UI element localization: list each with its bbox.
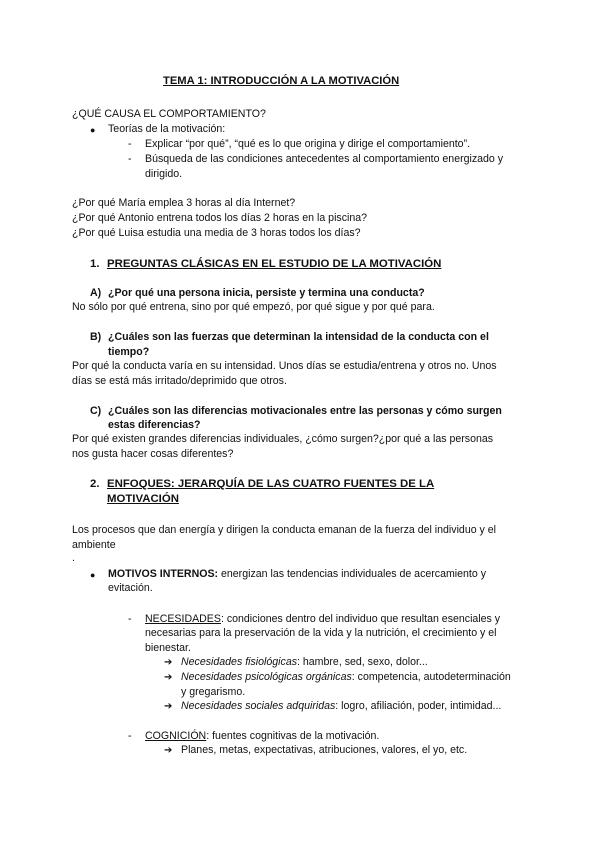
necesidad-item-text: : logro, afiliación, poder, intimidad... <box>335 700 502 712</box>
question-answer-line1: Por qué existen grandes diferencias individuales, ¿cómo surgen?¿por qué a las personas <box>72 433 494 445</box>
cognicion-text: : fuentes cognitivas de la motivación. <box>206 730 380 742</box>
dash-icon: - <box>128 730 132 742</box>
question-letter: C) <box>90 405 102 417</box>
section-heading: PREGUNTAS CLÁSICAS EN EL ESTUDIO DE LA MOTIVACIÓN <box>107 258 442 270</box>
dash-icon: - <box>128 138 132 150</box>
motivos-internos-text: energizan las tendencias individuales de acercamiento y <box>218 568 487 580</box>
page-title: TEMA 1: INTRODUCCIÓN A LA MOTIVACIÓN <box>163 75 400 87</box>
necesidades-text: : condiciones dentro del individuo que resultan esenciales y <box>220 613 501 625</box>
arrow-icon: ➔ <box>164 672 173 683</box>
motivos-internos-line1 <box>108 567 486 582</box>
section-paragraph-dot: . <box>72 552 75 564</box>
intro-bullet-text: Teorías de la motivación: <box>108 123 226 135</box>
necesidades-line3: bienestar. <box>145 642 191 654</box>
section-number: 2. <box>90 478 100 490</box>
section-paragraph-line1: Los procesos que dan energía y dirigen la conducta emanan de la fuerza del individuo y el <box>72 524 497 536</box>
bullet-icon: ● <box>90 125 96 135</box>
section-heading-line1: ENFOQUES: JERARQUÍA DE LAS CUATRO FUENTES DE LA <box>107 478 435 490</box>
necesidad-item <box>181 699 501 714</box>
necesidades-line2: necesarias para la preservación de la vida y la nutrición, el crecimiento y el <box>145 627 497 639</box>
question-heading-line1: ¿Cuáles son las diferencias motivacionales entre las personas y cómo surgen <box>108 405 502 417</box>
example-question: ¿Por qué Antonio entrena todos los días 2 horas en la piscina? <box>72 212 368 224</box>
motivos-internos-label: MOTIVOS INTERNOS: <box>108 568 219 580</box>
question-letter: B) <box>90 331 102 343</box>
cognicion-line <box>145 729 379 744</box>
necesidades-label: NECESIDADES <box>145 613 221 625</box>
bullet-icon: ● <box>90 570 96 580</box>
question-heading-line1: ¿Cuáles son las fuerzas que determinan la intensidad de la conducta con el <box>108 331 489 343</box>
intro-dash1-text: Explicar “por qué”, “qué es lo que origina y dirige el comportamiento”. <box>145 138 471 150</box>
question-heading-line2: tiempo? <box>108 346 150 358</box>
necesidad-item-label: Necesidades fisiológicas <box>181 656 298 668</box>
question-heading: ¿Por qué una persona inicia, persiste y termina una conducta? <box>108 287 425 299</box>
motivos-internos-line2: evitación. <box>108 582 153 594</box>
arrow-icon: ➔ <box>164 745 173 756</box>
dash-icon: - <box>128 613 132 625</box>
section-heading-line2: MOTIVACIÓN <box>107 493 179 505</box>
necesidad-item <box>181 655 428 670</box>
necesidad-item-line2: y gregarismo. <box>181 686 246 698</box>
necesidad-item-label: Necesidades sociales adquiridas <box>181 700 336 712</box>
section-number: 1. <box>90 258 100 270</box>
example-question: ¿Por qué María emplea 3 horas al día Internet? <box>72 197 296 209</box>
section-paragraph-line2: ambiente <box>72 539 116 551</box>
example-question: ¿Por qué Luisa estudia una media de 3 horas todos los días? <box>72 227 361 239</box>
question-heading-line2: estas diferencias? <box>108 419 201 431</box>
intro-dash2-line1: Búsqueda de las condiciones antecedentes al comportamiento energizado y <box>145 153 504 165</box>
intro-question: ¿QUÉ CAUSA EL COMPORTAMIENTO? <box>72 108 266 120</box>
question-answer: No sólo por qué entrena, sino por qué empezó, por qué sigue y por qué para. <box>72 301 435 313</box>
necesidades-line1 <box>145 612 500 627</box>
intro-dash2-line2: dirigido. <box>145 168 183 180</box>
question-answer-line2: días se está más irritado/deprimido que otros. <box>72 375 287 387</box>
dash-icon: - <box>128 153 132 165</box>
question-letter: A) <box>90 287 102 299</box>
arrow-icon: ➔ <box>164 701 173 712</box>
necesidad-item-text: : competencia, autodeterminación <box>351 671 511 683</box>
cognicion-item: Planes, metas, expectativas, atribuciones, valores, el yo, etc. <box>181 744 468 756</box>
necesidad-item-text: : hambre, sed, sexo, dolor... <box>297 656 428 668</box>
question-answer-line1: Por qué la conducta varía en su intensidad. Unos días se estudia/entrena y otros no. Unos <box>72 360 497 372</box>
necesidad-item-label: Necesidades psicológicas orgánicas <box>181 671 352 683</box>
cognicion-label: COGNICIÓN <box>145 730 207 742</box>
arrow-icon: ➔ <box>164 657 173 668</box>
necesidad-item <box>181 670 511 685</box>
question-answer-line2: nos gusta hacer cosas diferentes? <box>72 448 234 460</box>
